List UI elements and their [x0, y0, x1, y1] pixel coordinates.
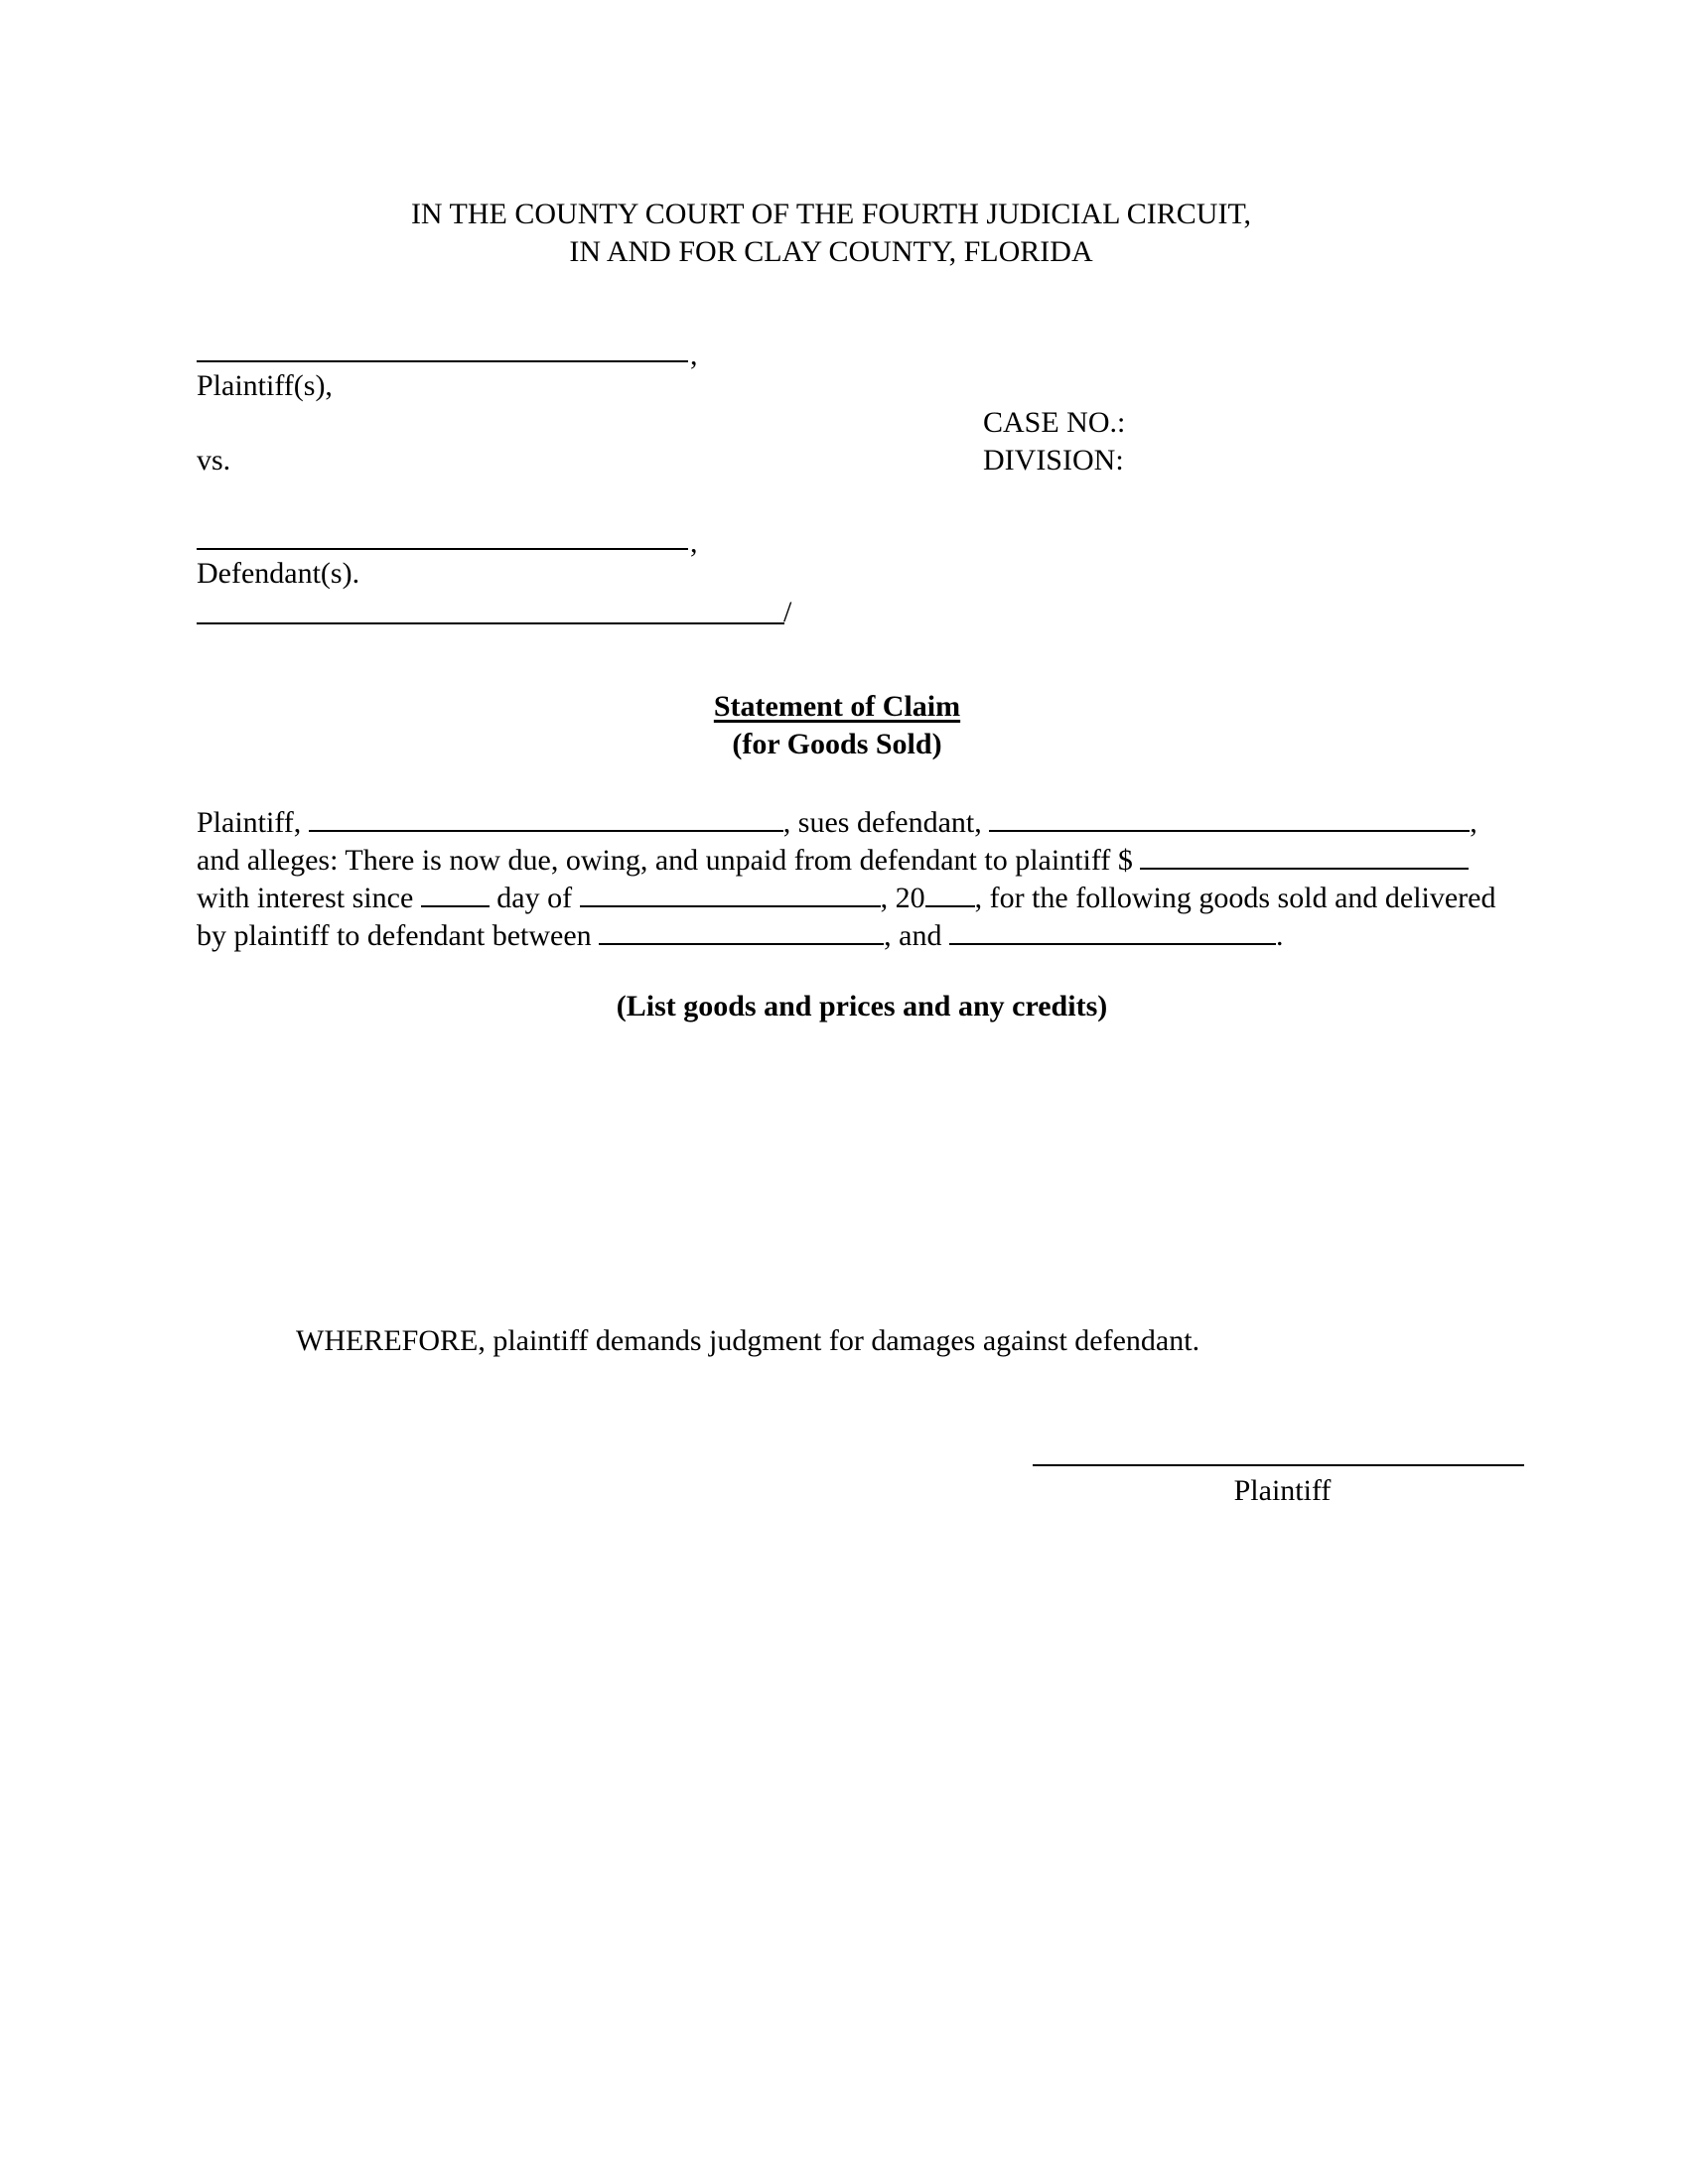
claim-sues-defendant-text: , sues defendant, [782, 806, 982, 839]
plaintiff-label: Plaintiff(s), [197, 369, 333, 402]
signature-label: Plaintiff [1233, 1474, 1332, 1507]
vs-label: vs. [197, 444, 231, 477]
case-no-label: CASE NO.: [983, 406, 1126, 439]
claim-day-of-text: day of [496, 882, 573, 914]
claim-between-end-blank[interactable] [949, 917, 1276, 945]
division-label: DIVISION: [983, 444, 1124, 477]
claim-line-1 [197, 804, 1477, 838]
court-header [0, 200, 1688, 267]
title-sub: (for Goods Sold) [732, 728, 942, 760]
claim-defendant-name-blank[interactable] [989, 804, 1470, 832]
court-header-line1: IN THE COUNTY COURT OF THE FOURTH JUDICIAL CIRCUIT, [410, 198, 1252, 230]
claim-line-3 [197, 880, 1496, 913]
goods-list-area[interactable] [197, 1042, 1517, 1300]
caption-closing-slash: / [783, 596, 792, 628]
claim-alleges-text: and alleges: There is now due, owing, and unpaid from defendant to plaintiff $ [197, 844, 1133, 877]
list-goods-instruction: (List goods and prices and any credits) [616, 990, 1108, 1023]
claim-interest-since-text: with interest since [197, 882, 414, 914]
claim-year-prefix: , 20 [880, 882, 925, 914]
plaintiff-comma: , [690, 339, 698, 371]
plaintiff-name-line[interactable] [197, 360, 688, 362]
claim-interest-month-blank[interactable] [580, 880, 881, 907]
claim-interest-year-blank[interactable] [925, 880, 975, 907]
wherefore-clause: WHEREFORE, plaintiff demands judgment for damages against defendant. [296, 1324, 1200, 1357]
claim-line-4 [197, 917, 1283, 951]
claim-between-text: by plaintiff to defendant between [197, 919, 592, 952]
claim-line4-end: . [1275, 919, 1284, 952]
claim-amount-blank[interactable] [1140, 842, 1469, 870]
title-main: Statement of Claim [713, 690, 961, 723]
signature-line[interactable] [1033, 1464, 1524, 1466]
defendant-name-line[interactable] [197, 548, 688, 550]
caption-closing-line [197, 622, 784, 624]
court-header-line2: IN AND FOR CLAY COUNTY, FLORIDA [569, 235, 1093, 268]
claim-between-start-blank[interactable] [599, 917, 884, 945]
claim-and-text: , and [884, 919, 942, 952]
defendant-comma: , [690, 526, 698, 559]
claim-plaintiff-prefix: Plaintiff, [197, 806, 302, 839]
claim-interest-day-blank[interactable] [421, 880, 490, 907]
defendant-label: Defendant(s). [197, 557, 360, 590]
claim-goods-sold-text: , for the following goods sold and delivered [974, 882, 1496, 914]
claim-line-2 [197, 842, 1469, 876]
claim-plaintiff-name-blank[interactable] [309, 804, 783, 832]
claim-line1-end: , [1470, 806, 1477, 839]
document-title [0, 692, 1688, 759]
